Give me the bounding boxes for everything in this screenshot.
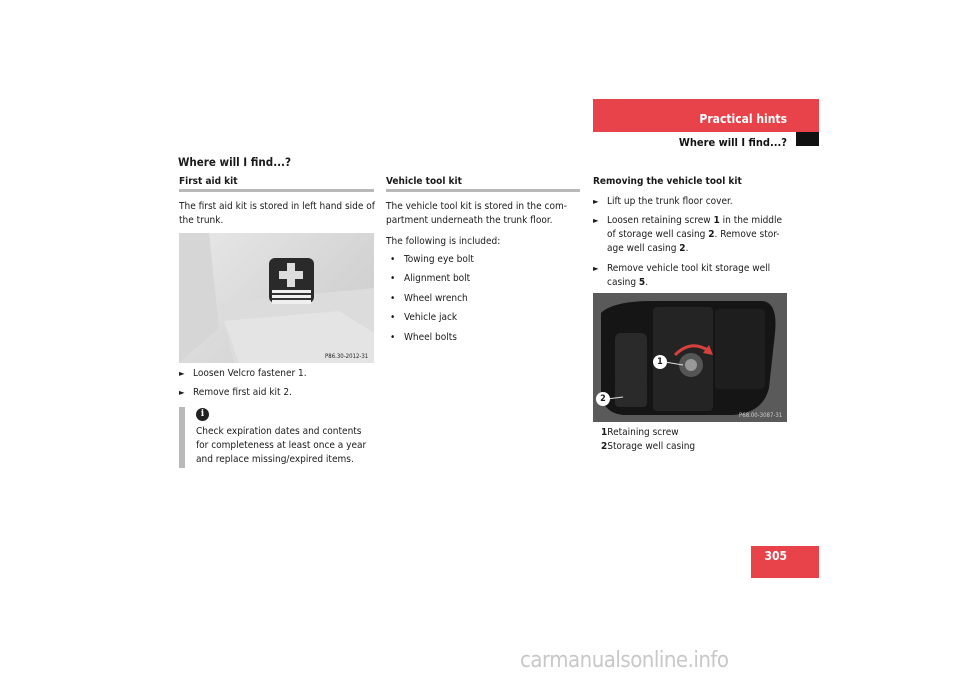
callout-2: 2 [600, 394, 606, 404]
legend-num: 1 [601, 427, 608, 438]
first-aid-kit-photo [179, 233, 374, 363]
legend-item-2 [601, 441, 695, 452]
text: casing [607, 277, 639, 288]
note-bar [179, 407, 185, 468]
first-aid-step-2 [179, 386, 292, 400]
text: age well casing [607, 243, 680, 254]
legend-item-1 [601, 427, 679, 438]
list-item-text: Towing eye bolt [404, 254, 474, 265]
note-text: Check expiration dates and contents for completeness at least once a year and replace missing/expired items. [196, 426, 367, 465]
text: in the middle [719, 215, 783, 226]
step-text: Loosen Velcro fastener 1. [193, 368, 307, 379]
first-aid-heading: First aid kit [179, 176, 238, 187]
step-text: Lift up the trunk floor cover. [607, 196, 733, 207]
header-subtitle: Where will I find...? [678, 136, 787, 149]
arrow-icon: ► [593, 216, 599, 225]
tool-kit-intro-line-1: The vehicle tool kit is stored in the com- [386, 201, 567, 212]
arrow-icon: ► [179, 369, 185, 378]
list-item-text: Wheel wrench [404, 293, 468, 304]
removal-step-1 [593, 195, 733, 209]
photo-code: P86.30-2012-31 [325, 353, 369, 360]
callout-1: 1 [657, 357, 663, 367]
arrow-icon: ► [593, 264, 599, 273]
list-item: • Wheel bolts [390, 332, 457, 343]
header-tab-marker [796, 132, 819, 146]
list-item: • Wheel wrench [390, 293, 468, 304]
legend-text: Retaining screw [607, 427, 679, 438]
arrow-icon: ► [593, 197, 599, 206]
tool-kit-intro-line-2: partment underneath the trunk floor. [386, 215, 553, 226]
step-text: Remove vehicle tool kit storage well [607, 263, 771, 274]
list-item: • Vehicle jack [390, 312, 458, 323]
first-aid-step-1 [179, 367, 307, 381]
photo-code: P68.00-3087-31 [739, 412, 783, 419]
ref-number: 1 [713, 215, 720, 226]
included-label: The following is included: [386, 236, 501, 247]
text: . [645, 277, 649, 288]
tool-kit-well-photo [593, 293, 787, 422]
arrow-icon: ► [179, 388, 185, 397]
step-text: Remove first aid kit 2. [193, 387, 293, 398]
legend-text: Storage well casing [607, 441, 696, 452]
legend-num: 2 [601, 441, 608, 452]
removal-heading: Removing the vehicle tool kit [593, 176, 742, 187]
header-title: Practical hints [699, 112, 787, 126]
list-item: • Towing eye bolt [390, 254, 474, 265]
text: . Remove stor- [714, 229, 780, 240]
list-item-text: Wheel bolts [404, 332, 457, 343]
first-aid-rule [179, 189, 374, 192]
tool-kit-rule [386, 189, 580, 192]
section-title: Where will I find...? [178, 155, 291, 169]
removal-step-2 [593, 214, 797, 256]
list-item-text: Vehicle jack [404, 312, 458, 323]
list-item-text: Alignment bolt [404, 273, 471, 284]
text: of storage well casing [607, 229, 709, 240]
removal-step-3 [593, 262, 797, 290]
first-aid-intro: The first aid kit is stored in left hand side of the trunk. [179, 201, 375, 226]
info-icon: i [196, 408, 209, 421]
text: Loosen retaining screw [607, 215, 714, 226]
list-item: • Alignment bolt [390, 273, 471, 284]
watermark: carmanualsonline.info [520, 648, 729, 673]
ref-number: 2 [679, 243, 686, 254]
ref-number: 2 [708, 229, 715, 240]
tool-kit-intro [386, 200, 586, 228]
tool-kit-heading: Vehicle tool kit [386, 176, 462, 187]
page-number: 305 [764, 549, 787, 563]
ref-number: 5 [638, 277, 646, 288]
text: . [685, 243, 689, 254]
